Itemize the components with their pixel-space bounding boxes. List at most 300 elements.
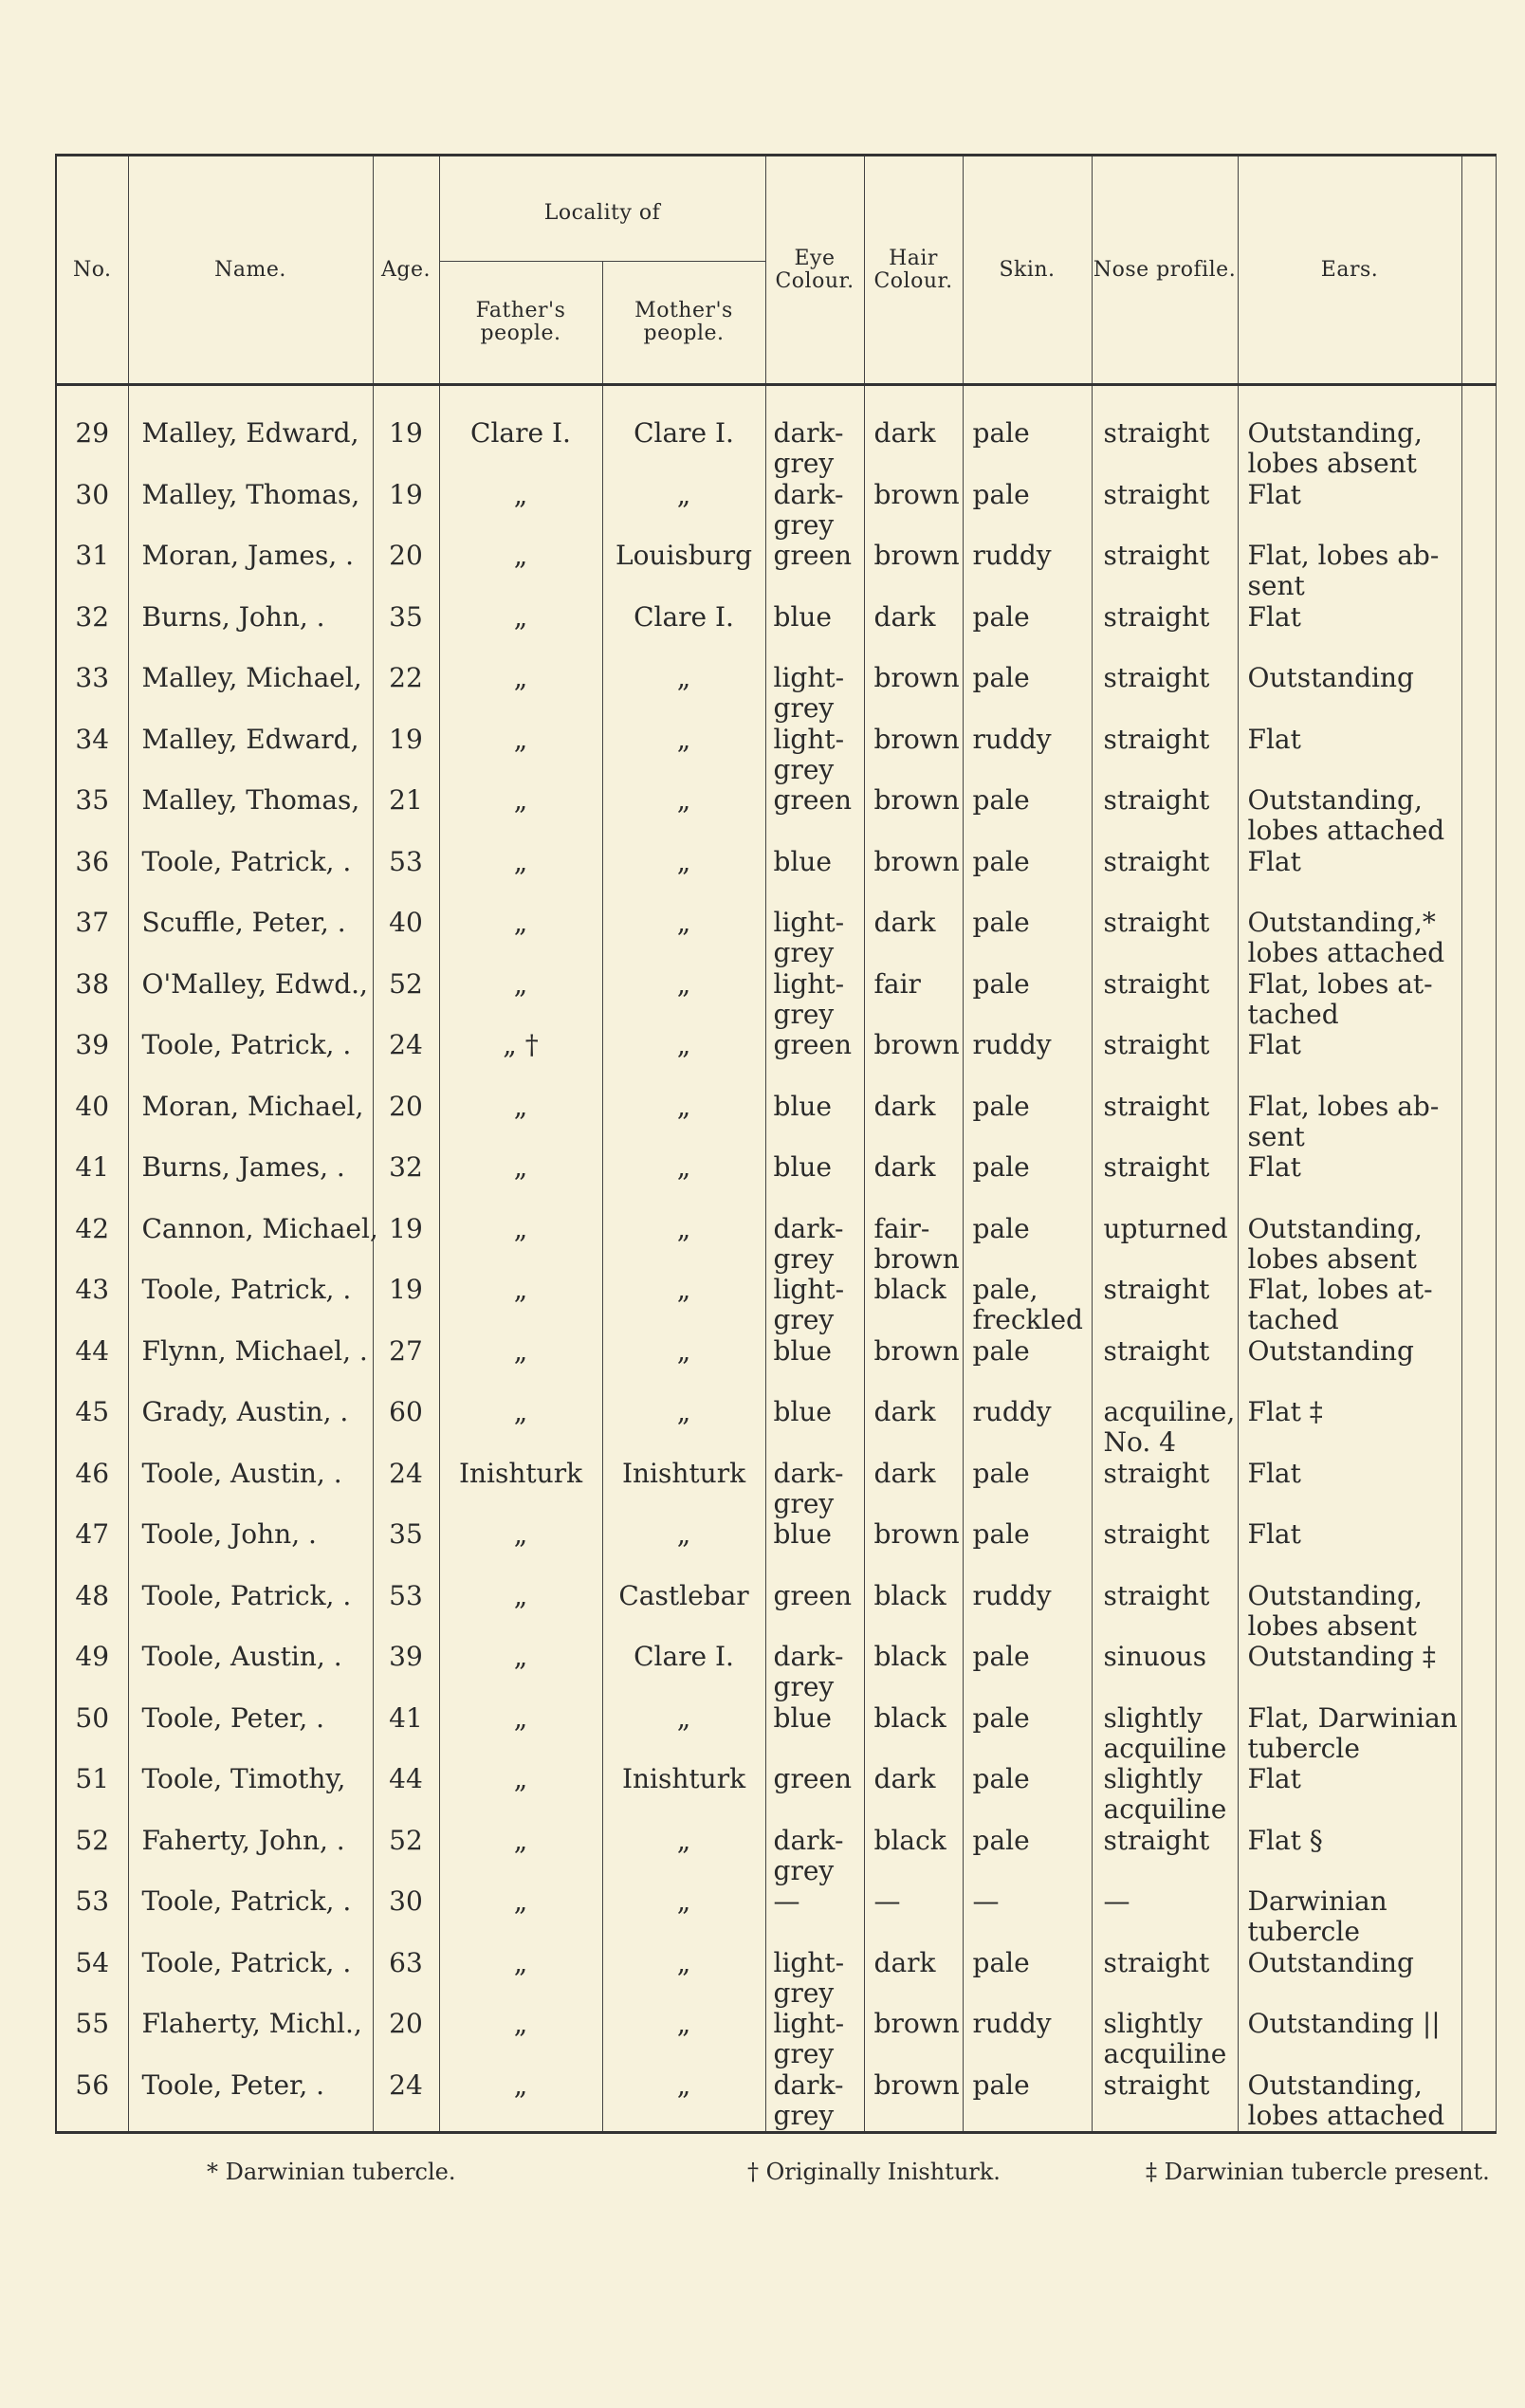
cell-blank (1461, 1152, 1496, 1214)
cell-no: 36 (56, 847, 128, 909)
cell-eye-colour: light-grey (765, 908, 864, 969)
cell-age: 52 (373, 969, 439, 1031)
cell-hair-colour: dark (864, 1397, 963, 1459)
cell-hair-colour: brown (864, 1030, 963, 1092)
cell-mothers-people: „ (602, 1397, 765, 1459)
cell-ears: Outstanding (1238, 1948, 1461, 2010)
table-row (56, 1703, 1496, 1765)
cell-skin: pale (963, 847, 1092, 909)
cell-blank (1461, 1581, 1496, 1643)
cell-skin: ruddy (963, 725, 1092, 786)
cell-name: Burns, James, . (128, 1152, 373, 1214)
cell-ears: Flat § (1238, 1826, 1461, 1887)
cell-hair-colour: dark (864, 1764, 963, 1826)
cell-fathers-people: „ (439, 908, 602, 969)
cell-name: Toole, Patrick, . (128, 847, 373, 909)
cell-ears: Flat (1238, 1459, 1461, 1520)
table-row (56, 1826, 1496, 1887)
cell-age: 20 (373, 1092, 439, 1153)
cell-fathers-people: „ (439, 1152, 602, 1214)
cell-hair-colour: — (864, 1886, 963, 1948)
cell-nose-profile: slightly acquiline (1092, 2009, 1238, 2070)
cell-eye-colour: light-grey (765, 663, 864, 725)
cell-blank (1461, 1092, 1496, 1153)
cell-hair-colour: brown (864, 847, 963, 909)
cell-blank (1461, 1336, 1496, 1398)
cell-no: 35 (56, 785, 128, 847)
cell-age: 20 (373, 2009, 439, 2070)
header-eye-colour: Eye Colour. (765, 156, 864, 385)
cell-hair-colour: brown (864, 2009, 963, 2070)
cell-hair-colour: fair-brown (864, 1214, 963, 1276)
cell-fathers-people: Inishturk (439, 1459, 602, 1520)
cell-eye-colour: blue (765, 1397, 864, 1459)
cell-name: Toole, Peter, . (128, 1703, 373, 1765)
cell-blank (1461, 480, 1496, 542)
cell-blank (1461, 847, 1496, 909)
table-body (56, 385, 1496, 2133)
cell-skin: ruddy (963, 2009, 1092, 2070)
header-age: Age. (373, 156, 439, 385)
cell-no: 49 (56, 1642, 128, 1703)
cell-nose-profile: straight (1092, 1030, 1238, 1092)
cell-age: 20 (373, 541, 439, 602)
table-row (56, 663, 1496, 725)
cell-mothers-people: „ (602, 1275, 765, 1336)
cell-fathers-people: „ (439, 1703, 602, 1765)
cell-blank (1461, 1519, 1496, 1581)
cell-mothers-people: „ (602, 847, 765, 909)
cell-no: 39 (56, 1030, 128, 1092)
cell-blank (1461, 1275, 1496, 1336)
cell-ears: Outstanding, lobes absent (1238, 1581, 1461, 1643)
cell-fathers-people: „ (439, 1397, 602, 1459)
cell-no: 44 (56, 1336, 128, 1398)
cell-ears: Outstanding, lobes attached (1238, 785, 1461, 847)
cell-nose-profile: straight (1092, 385, 1238, 480)
cell-ears: Flat, lobes ab-sent (1238, 1092, 1461, 1153)
cell-nose-profile: acquiline, No. 4 (1092, 1397, 1238, 1459)
cell-hair-colour: brown (864, 541, 963, 602)
cell-age: 19 (373, 480, 439, 542)
cell-skin: pale (963, 2070, 1092, 2133)
cell-nose-profile: straight (1092, 1275, 1238, 1336)
cell-skin: pale (963, 1336, 1092, 1398)
cell-hair-colour: black (864, 1275, 963, 1336)
cell-skin: ruddy (963, 1581, 1092, 1643)
cell-name: Cannon, Michael, (128, 1214, 373, 1276)
cell-blank (1461, 908, 1496, 969)
cell-blank (1461, 1642, 1496, 1703)
cell-nose-profile: slightly acquiline (1092, 1703, 1238, 1765)
cell-hair-colour: dark (864, 1092, 963, 1153)
cell-skin: pale (963, 1152, 1092, 1214)
cell-fathers-people: „ (439, 663, 602, 725)
cell-fathers-people: „ (439, 1948, 602, 2010)
cell-hair-colour: brown (864, 1519, 963, 1581)
cell-age: 39 (373, 1642, 439, 1703)
cell-blank (1461, 663, 1496, 725)
cell-skin: pale (963, 1214, 1092, 1276)
cell-no: 42 (56, 1214, 128, 1276)
cell-age: 40 (373, 908, 439, 969)
cell-mothers-people: „ (602, 1886, 765, 1948)
cell-skin: pale (963, 663, 1092, 725)
cell-name: Toole, Patrick, . (128, 1030, 373, 1092)
cell-eye-colour: blue (765, 1152, 864, 1214)
cell-blank (1461, 1214, 1496, 1276)
header-locality: Locality of (439, 156, 765, 262)
cell-nose-profile: straight (1092, 1459, 1238, 1520)
cell-mothers-people: „ (602, 2070, 765, 2133)
cell-age: 19 (373, 1214, 439, 1276)
cell-nose-profile: upturned (1092, 1214, 1238, 1276)
cell-ears: Outstanding ‡ (1238, 1642, 1461, 1703)
cell-blank (1461, 1886, 1496, 1948)
cell-blank (1461, 969, 1496, 1031)
cell-age: 24 (373, 2070, 439, 2133)
cell-mothers-people: „ (602, 908, 765, 969)
header-ears: Ears. (1238, 156, 1461, 385)
cell-ears: Flat, lobes ab-sent (1238, 541, 1461, 602)
cell-mothers-people: „ (602, 1703, 765, 1765)
cell-nose-profile: straight (1092, 1152, 1238, 1214)
cell-fathers-people: „ (439, 2070, 602, 2133)
cell-age: 24 (373, 1030, 439, 1092)
cell-name: Faherty, John, . (128, 1826, 373, 1887)
cell-age: 53 (373, 1581, 439, 1643)
cell-blank (1461, 2070, 1496, 2133)
table-row (56, 541, 1496, 602)
cell-name: Scuffle, Peter, . (128, 908, 373, 969)
cell-nose-profile: straight (1092, 1581, 1238, 1643)
cell-fathers-people: „ (439, 1092, 602, 1153)
cell-skin: pale (963, 1459, 1092, 1520)
cell-nose-profile: straight (1092, 725, 1238, 786)
cell-skin: pale (963, 1642, 1092, 1703)
cell-fathers-people: „ (439, 847, 602, 909)
cell-mothers-people: Inishturk (602, 1764, 765, 1826)
header-mothers-people: Mother's people. (602, 262, 765, 385)
header-name: Name. (128, 156, 373, 385)
cell-hair-colour: dark (864, 385, 963, 480)
cell-age: 21 (373, 785, 439, 847)
cell-name: Malley, Thomas, (128, 480, 373, 542)
cell-blank (1461, 1030, 1496, 1092)
cell-mothers-people: Clare I. (602, 385, 765, 480)
cell-no: 51 (56, 1764, 128, 1826)
cell-eye-colour: dark-grey (765, 385, 864, 480)
table-row (56, 1152, 1496, 1214)
cell-nose-profile: straight (1092, 1948, 1238, 2010)
cell-no: 50 (56, 1703, 128, 1765)
cell-fathers-people: „ (439, 480, 602, 542)
cell-skin: pale (963, 1703, 1092, 1765)
cell-skin: — (963, 1886, 1092, 1948)
cell-hair-colour: brown (864, 663, 963, 725)
cell-skin: ruddy (963, 541, 1092, 602)
cell-name: Toole, Austin, . (128, 1459, 373, 1520)
cell-no: 31 (56, 541, 128, 602)
footnote-originally-inishturk: † Originally Inishturk. (747, 2159, 1001, 2185)
table-row (56, 908, 1496, 969)
table-row (56, 785, 1496, 847)
cell-eye-colour: blue (765, 847, 864, 909)
cell-ears: Flat (1238, 725, 1461, 786)
cell-blank (1461, 1948, 1496, 2010)
cell-mothers-people: „ (602, 1030, 765, 1092)
table-row (56, 847, 1496, 909)
cell-no: 41 (56, 1152, 128, 1214)
table-row (56, 602, 1496, 664)
cell-age: 19 (373, 385, 439, 480)
cell-mothers-people: Clare I. (602, 602, 765, 664)
cell-ears: Darwinian tubercle (1238, 1886, 1461, 1948)
cell-nose-profile: slightly acquiline (1092, 1764, 1238, 1826)
cell-eye-colour: blue (765, 1092, 864, 1153)
cell-ears: Flat ‡ (1238, 1397, 1461, 1459)
cell-hair-colour: brown (864, 725, 963, 786)
cell-eye-colour: light-grey (765, 969, 864, 1031)
cell-hair-colour: brown (864, 785, 963, 847)
cell-no: 38 (56, 969, 128, 1031)
cell-ears: Outstanding, lobes absent (1238, 1214, 1461, 1276)
cell-eye-colour: green (765, 785, 864, 847)
header-skin: Skin. (963, 156, 1092, 385)
cell-nose-profile: straight (1092, 785, 1238, 847)
cell-blank (1461, 725, 1496, 786)
cell-eye-colour: blue (765, 1336, 864, 1398)
cell-ears: Flat (1238, 1764, 1461, 1826)
table-row (56, 1886, 1496, 1948)
cell-no: 55 (56, 2009, 128, 2070)
cell-name: O'Malley, Edwd., (128, 969, 373, 1031)
cell-name: Grady, Austin, . (128, 1397, 373, 1459)
cell-blank (1461, 2009, 1496, 2070)
cell-no: 33 (56, 663, 128, 725)
cell-hair-colour: dark (864, 1459, 963, 1520)
cell-ears: Flat, lobes at-tached (1238, 1275, 1461, 1336)
cell-eye-colour: green (765, 541, 864, 602)
table-row (56, 1275, 1496, 1336)
cell-ears: Outstanding (1238, 1336, 1461, 1398)
table-row (56, 2070, 1496, 2133)
cell-skin: pale (963, 1764, 1092, 1826)
cell-age: 35 (373, 602, 439, 664)
cell-nose-profile: straight (1092, 2070, 1238, 2133)
cell-eye-colour: — (765, 1886, 864, 1948)
cell-no: 45 (56, 1397, 128, 1459)
cell-ears: Flat, lobes at-tached (1238, 969, 1461, 1031)
cell-name: Burns, John, . (128, 602, 373, 664)
cell-skin: pale (963, 602, 1092, 664)
header-fathers-people: Father's people. (439, 262, 602, 385)
cell-name: Toole, Peter, . (128, 2070, 373, 2133)
cell-mothers-people: „ (602, 1948, 765, 2010)
cell-ears: Outstanding, lobes attached (1238, 2070, 1461, 2133)
cell-hair-colour: dark (864, 908, 963, 969)
cell-eye-colour: light-grey (765, 1948, 864, 2010)
footnote-darwinian-tubercle: * Darwinian tubercle. (207, 2159, 456, 2185)
cell-skin: pale (963, 908, 1092, 969)
cell-fathers-people: „ (439, 725, 602, 786)
cell-fathers-people: „ (439, 969, 602, 1031)
cell-nose-profile: straight (1092, 1519, 1238, 1581)
cell-ears: Outstanding, lobes absent (1238, 385, 1461, 480)
cell-age: 24 (373, 1459, 439, 1520)
cell-mothers-people: „ (602, 480, 765, 542)
footnote-tubercle-present: ‡ Darwinian tubercle present. (1146, 2159, 1490, 2185)
cell-nose-profile: straight (1092, 1092, 1238, 1153)
cell-mothers-people: „ (602, 1336, 765, 1398)
cell-no: 30 (56, 480, 128, 542)
cell-nose-profile: straight (1092, 541, 1238, 602)
cell-mothers-people: „ (602, 785, 765, 847)
cell-no: 40 (56, 1092, 128, 1153)
cell-blank (1461, 1764, 1496, 1826)
cell-fathers-people: „ † (439, 1030, 602, 1092)
cell-eye-colour: green (765, 1581, 864, 1643)
cell-no: 56 (56, 2070, 128, 2133)
cell-ears: Flat (1238, 602, 1461, 664)
cell-name: Toole, Patrick, . (128, 1886, 373, 1948)
cell-nose-profile: sinuous (1092, 1642, 1238, 1703)
cell-eye-colour: dark-grey (765, 1826, 864, 1887)
table-row (56, 480, 1496, 542)
cell-fathers-people: „ (439, 541, 602, 602)
cell-eye-colour: dark-grey (765, 480, 864, 542)
cell-name: Flaherty, Michl., (128, 2009, 373, 2070)
cell-age: 30 (373, 1886, 439, 1948)
cell-fathers-people: „ (439, 1581, 602, 1643)
cell-nose-profile: straight (1092, 1826, 1238, 1887)
cell-blank (1461, 1459, 1496, 1520)
cell-mothers-people: „ (602, 725, 765, 786)
header-nose-profile: Nose profile. (1092, 156, 1238, 385)
table-row (56, 385, 1496, 480)
cell-mothers-people: Castlebar (602, 1581, 765, 1643)
cell-name: Toole, John, . (128, 1519, 373, 1581)
cell-nose-profile: straight (1092, 969, 1238, 1031)
cell-mothers-people: „ (602, 1214, 765, 1276)
cell-hair-colour: black (864, 1581, 963, 1643)
cell-ears: Flat, Darwinian tubercle (1238, 1703, 1461, 1765)
cell-eye-colour: green (765, 1764, 864, 1826)
cell-ears: Flat (1238, 847, 1461, 909)
cell-name: Toole, Austin, . (128, 1642, 373, 1703)
cell-mothers-people: Louisburg (602, 541, 765, 602)
cell-mothers-people: „ (602, 1519, 765, 1581)
cell-age: 27 (373, 1336, 439, 1398)
cell-fathers-people: „ (439, 1886, 602, 1948)
cell-hair-colour: fair (864, 969, 963, 1031)
cell-nose-profile: straight (1092, 1336, 1238, 1398)
cell-ears: Flat (1238, 480, 1461, 542)
cell-hair-colour: black (864, 1826, 963, 1887)
table-row (56, 1336, 1496, 1398)
cell-eye-colour: light-grey (765, 2009, 864, 2070)
cell-mothers-people: „ (602, 2009, 765, 2070)
cell-eye-colour: dark-grey (765, 1459, 864, 1520)
cell-ears: Flat (1238, 1030, 1461, 1092)
cell-mothers-people: „ (602, 1092, 765, 1153)
table-row (56, 1948, 1496, 2010)
cell-mothers-people: „ (602, 969, 765, 1031)
cell-blank (1461, 785, 1496, 847)
cell-no: 54 (56, 1948, 128, 2010)
cell-blank (1461, 541, 1496, 602)
cell-fathers-people: „ (439, 1214, 602, 1276)
footnotes (55, 2159, 1495, 2185)
cell-ears: Outstanding,* lobes attached (1238, 908, 1461, 969)
cell-fathers-people: „ (439, 1275, 602, 1336)
table-row (56, 1459, 1496, 1520)
cell-blank (1461, 1397, 1496, 1459)
cell-no: 43 (56, 1275, 128, 1336)
cell-age: 19 (373, 725, 439, 786)
cell-skin: pale (963, 969, 1092, 1031)
cell-fathers-people: „ (439, 602, 602, 664)
cell-fathers-people: „ (439, 2009, 602, 2070)
cell-no: 46 (56, 1459, 128, 1520)
cell-no: 37 (56, 908, 128, 969)
cell-age: 60 (373, 1397, 439, 1459)
cell-age: 63 (373, 1948, 439, 2010)
cell-name: Moran, James, . (128, 541, 373, 602)
cell-ears: Flat (1238, 1152, 1461, 1214)
census-table (55, 154, 1497, 2134)
cell-eye-colour: light-grey (765, 1275, 864, 1336)
cell-name: Malley, Edward, (128, 385, 373, 480)
cell-eye-colour: green (765, 1030, 864, 1092)
cell-no: 34 (56, 725, 128, 786)
cell-age: 19 (373, 1275, 439, 1336)
header-blank (1461, 156, 1496, 385)
cell-ears: Outstanding || (1238, 2009, 1461, 2070)
cell-eye-colour: blue (765, 1519, 864, 1581)
header-hair-colour: Hair Colour. (864, 156, 963, 385)
cell-age: 32 (373, 1152, 439, 1214)
cell-blank (1461, 385, 1496, 480)
cell-ears: Outstanding (1238, 663, 1461, 725)
cell-skin: pale (963, 1948, 1092, 2010)
cell-fathers-people: Clare I. (439, 385, 602, 480)
cell-nose-profile: straight (1092, 908, 1238, 969)
cell-hair-colour: black (864, 1703, 963, 1765)
cell-name: Malley, Edward, (128, 725, 373, 786)
cell-hair-colour: black (864, 1642, 963, 1703)
cell-age: 52 (373, 1826, 439, 1887)
cell-fathers-people: „ (439, 1642, 602, 1703)
cell-skin: pale, freckled (963, 1275, 1092, 1336)
cell-hair-colour: brown (864, 480, 963, 542)
table-row (56, 1030, 1496, 1092)
table-row (56, 1581, 1496, 1643)
header-no: No. (56, 156, 128, 385)
table-row (56, 1397, 1496, 1459)
table-row (56, 1764, 1496, 1826)
table-row (56, 969, 1496, 1031)
cell-nose-profile: straight (1092, 663, 1238, 725)
cell-hair-colour: dark (864, 1152, 963, 1214)
cell-name: Malley, Thomas, (128, 785, 373, 847)
cell-hair-colour: brown (864, 2070, 963, 2133)
cell-blank (1461, 1826, 1496, 1887)
table-row (56, 1642, 1496, 1703)
cell-fathers-people: „ (439, 1826, 602, 1887)
cell-mothers-people: „ (602, 663, 765, 725)
cell-fathers-people: „ (439, 1519, 602, 1581)
